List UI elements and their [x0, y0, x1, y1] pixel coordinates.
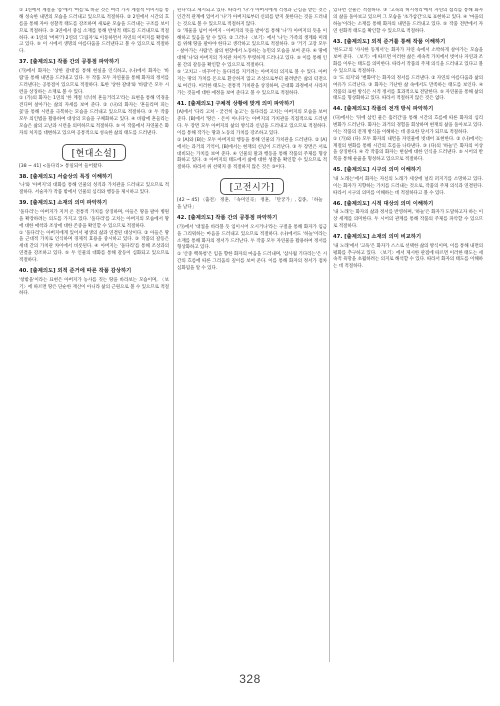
explanation-paragraph: '나'와 '아버지'의 대화를 통해 인물의 성격과 가치관을 드러내고 있으므로 적절하다. 서술자가 작품 밖에서 인물의 심리와 행동을 제시하고 있다. — [19, 183, 169, 196]
explanation-paragraph: (다)에서는 '뒤에 삼킨 물은 흘러간'을 통해 시간의 흐름에 따른 화자의 심리 변화가 드러난다. 화자는 과거의 경험을 회상하며 현재의 삶을 돌아보고 있다. 이는 작품의 전개 방식을 이해하는 데 중요한 단서가 되므로 적절하다. — [333, 116, 483, 135]
explanation-paragraph: '내 노래는'에서 화자는 자신의 노래가 세상에 널리 퍼지기를 소망하고 있다. 이는 화자가 지향하는 가치를 드러내는 것으로, 작품의 주제 의식과 연결된다. 따라서 시구의 의미를 이해하는 데 적절하다고 볼 수 있다. — [333, 176, 483, 196]
explanation-paragraph: '한도고'의 '사사한 동계서'는 화자가 자연 속에서 소박하게 살아가는 모습을 보여 준다. 〈보기〉에 따르면 이러한 삶은 세속적 가치에서 벗어나 자연과 조화를 이루는 태도를 의미한다. 따라서 작품의 주제 의식을 드러내고 있다고 볼 수 있으므로 적절하다. — [333, 48, 483, 74]
explanation-paragraph: ① '산중 백목청'은 임을 향한 화자의 마음을 드러내며, '삼사월 기다리는'은 시간의 흐름에 따른 그리움의 깊이를 보여 준다. 이를 통해 화자의 정서가 점차 심화됨을 알 수 있다. — [177, 252, 327, 272]
explanation-paragraph: ① (가)와 (다) 모두 화자의 내면을 자연물에 빗대어 표현한다. ② (나)에서는 계절의 변화를 통해 시간의 흐름을 나타낸다. ③ (다)의 '하늘'은 화자의 이상을 상징한다. ④ 각 작품의 화자는 현실에 대한 인식을 드러낸다. ⑤ 시어의 반복을 통해 운율을 형성하고 있으므로 적절하다. — [333, 136, 483, 163]
explanation-paragraph: '창밖을'이라는 표현은 아버지가 농사를 짓는 땅을 바라보는 모습이며, 〈보기〉에 따르면 땅은 단순한 재산이 아니라 삶의 근원으로 볼 수 있으므로 적절하다. — [19, 277, 169, 297]
explanation-paragraph: '내 노래'에서 '고독'은 화자가 스스로 선택한 삶의 방식이며, 이를 통해 내면의 평화를 추구하고 있다. 〈보기〉에서 제시한 관점에 따르면 이러한 태도는 세속적 욕망을 초월하려는 의지로 해석할 수 있다. 따라서 화자의 태도를 이해하는 데 적절하다. — [333, 243, 483, 270]
question-heading: 47. [출제의도] 소재의 의미 비교하기 — [333, 233, 422, 240]
question-heading: 45. [출제의도] 시구의 의미 이해하기 — [333, 167, 422, 174]
question-heading: 44. [출제의도] 작품의 전개 방식 파악하기 — [333, 106, 434, 113]
column-divider-1 — [173, 10, 174, 662]
question-heading: 39. [출제의도] 소재의 의미 파악하기 — [19, 200, 108, 207]
section-title: [고전시가] — [220, 178, 284, 195]
explanation-paragraph: '돌다리'는 아버지가 지켜 온 전통적 가치를 상징하며, 아들은 땅을 팔아 병원을 확장하려는 의도를 가지고 있다. '돌다리'를 고치는 아버지의 모습에서 땅에 대한 애착과 조상에 대한 존중을 확인할 수 있으므로 적절하다. — [19, 209, 169, 229]
section-title: [현대소설] — [62, 144, 126, 161]
explanation-paragraph: 된다'라고 제시되고 있다. 따라서 '나'가 아버지에게 걱정과 근심을 받는 것은 인간적 관계에 있어서 '나'가 아버지로부터 신뢰를 받지 못한다는 것을 드러내는 것으로 볼 수 있으므로 적절하지 않다. — [177, 8, 327, 27]
explanation-paragraph: '내 노래'는 화자의 삶과 정서를 반영하며, '하늘'은 화자가 도달하고자 하는 이상 세계를 의미한다. 두 시어의 관계를 통해 작품의 주제를 파악할 수 있으므로 적절하다. — [333, 210, 483, 230]
explanation-paragraph: ① '개울을 넘어 아버지 - 아버지의 뜻을 받아'를 통해 '나'가 아버지의 뜻을 이해하고 있음을 알 수 있다. ② 그러나 〈보기〉에서 '나'는 가족의 생계와 미래를 위해 땅을 팔아야 한다고 생각하고 있으므로 적절하다. ③ '거기 고장 모두 - 살아가는 사람'은 삶의 현장에서 노동하는 농민의 모습을 보여 준다. ④ 땅에 대해 '나'와 아버지의 가치관 차이가 뚜렷하게 드러나고 있다. ⑤ 이를 통해 인물 간의 갈등을 확인할 수 있으므로 적절하다. — [177, 28, 327, 69]
page-number: 328 — [239, 672, 261, 686]
explanation-paragraph: ① '돌다리'는 아버지에게 있어서 평생의 삶과 연결된 대상이다. ② 아들은 땅을 근대적 가치로 인식하며 경제적 효용을 중시하고 있다. ③ 작품의 갈등은 세대 간의 가치관 차이에서 비롯된다. ④ 아버지는 '돌다리'를 통해 조상과의 연결을 강조하고 있다. ⑤ 두 인물의 대화를 통해 갈등이 심화되고 있으므로 적절하다. — [19, 230, 169, 264]
explanation-paragraph: (가)에서 화자는 '상한 갈대'를 통해 현실을 인식하고, (나)에서 화자는 '바람'을 통해 내면을 드러내고 있다. 두 작품 모두 자연물을 통해 화자의 정서를 드러낸다는 공통점이 있으므로 적절하다. 또한 '상한 갈대'와 '바람'은 모두 시련을 상징하는 소재로 볼 수 있다. — [19, 68, 169, 95]
explanation-paragraph: ⑤ '고치고 - 바꾸어'는 돌다리를 지키려는 아버지의 의지로 볼 수 있다. 아버지는 땅의 가치를 돈으로 환산하지 않고 조상으로부터 물려받은 삶의 터전으로 여긴다. 이러한 태도는 전통적 가치관을 상징하며, 근대화 과정에서 사라져 가는 것들에 대한 애정을 보여 준다고 볼 수 있으므로 적절하다. — [177, 70, 327, 96]
explanation-paragraph: 있다면 산물은 적절하다. ③ '고독의 허시정리'에서 자연의 섭리를 통해 화자의 삶을 돌아보고 있으며 그 모습을 '초가삼간'으로 표현하고 있다. ④ '마을의 하늘'이라는 소재를 통해 화자의 내면을 드러내고 있다. ⑤ 작품 전반에서 자연 친화적 태도를 확인할 수 있으므로 적절하다. — [333, 8, 483, 34]
question-heading: 46. [출제의도] 시적 대상의 의미 이해하기 — [333, 200, 434, 207]
explanation-paragraph: (가)에서 '대궐을 바라볼 듯 임이시어 오시거나'라는 구절을 통해 화자가 임금을 그리워하는 마음을 드러내고 있으므로 적절하다. (나)에서도 '하늘'이라는 소재를 통해 화자의 정서가 드러난다. 두 작품 모두 자연물을 활용하여 정서를 형상화하고 있다. — [177, 224, 327, 251]
explanation-paragraph: ① (가)의 화자는 1연의 '한 계절 넉넉히 흔들거리고'라는 표현을 통해 역경을 견디며 살아가는 삶의 자세를 보여 준다. ② (나)의 화자는 '흔들리며 피는 꽃'을 통해 시련을 극복하는 모습을 드러내고 있으므로 적절하다. ③ 두 작품 모두 의인법을 활용하여 대상의 모습을 구체화하고 있다. ④ 바람에 흔들리는 모습은 삶의 고난과 시련을 의미하므로 적절하다. ⑤ 이 작품에서 자연물은 화자의 처지를 대변하고 있으며 공통적으로 성숙한 삶의 태도를 드러낸다. — [19, 96, 169, 136]
column-left — [19, 8, 169, 666]
explanation-paragraph: [A]에서 '다리 고쳐 - 굳건히 놓고'는 돌다리를 고치는 아버지의 모습을 보여 준다. [B]에서 '땅은 - 돈이 아니다'는 아버지의 가치관을 직접적으로 드러낸다. 두 장면 모두 아버지의 삶의 방식과 신념을 드러내고 있으므로 적절하다. 이를 통해 작가는 땅과 노동의 가치를 강조하고 있다. — [177, 110, 327, 136]
explanation-paragraph: ① [A]와 [B]는 모두 아버지의 행동을 통해 인물의 가치관을 드러낸다. ② [A]에서는 과거의 기억이, [B]에서는 현재의 신념이 드러난다. ③ 두 장면은 서로 대비되는 가치를 보여 준다. ④ 인물의 말과 행동을 통해 작품의 주제를 형상화하고 있다. ⑤ 아버지의 태도에서 삶에 대한 성찰을 확인할 수 있으므로 적절하다. 따라서 위 선택지 중 적절하지 않은 것은 ③이다. — [177, 137, 327, 171]
column-divider-2 — [329, 10, 330, 662]
column-right — [333, 8, 483, 666]
question-heading: 38. [출제의도] 서술상의 특징 이해하기 — [19, 173, 113, 180]
explanation-paragraph: ① 1연에서 계절을 '봄'에서 '여름'로 바꾼 것은 여러 가지 계절적 이미지를 통해 성숙한 내면의 모습을 드러내고 있으므로 적절하다. ② 2연에서 시간의 흐름을 통해 자아 성찰적 태도를 강조하며 새로운 모습을 드러내는 구조를 보이므로 적절하다. ③ 3연에서 중심 소재를 통해 반성적 태도를 드러내므로 적절하다. ④ 1연의 '버찌'가 2연의 '그림자'로 이동하면서 자연의 이미지를 확장하고 있다. ⑤ 이 시에서 생명의 아름다움을 드러낸다고 볼 수 있으므로 적절하다. — [19, 8, 169, 55]
source-note: [42 ~ 45] 〈출전〉 정훈, 「속미인곡」 정훈, 「탄궁가」, 김종, 「하늘을 날다」 — [177, 198, 323, 211]
question-heading: 37. [출제의도] 작품 간의 공통점 파악하기 — [19, 59, 120, 66]
source-note: [38 ~ 41] <돌다리> 통일되어 들어왔다. — [19, 163, 104, 169]
question-heading: 43. [출제의도] 외적 준거를 통해 작품 이해하기 — [333, 38, 446, 45]
column-middle — [177, 8, 327, 666]
question-heading: 41. [출제의도] 구체적 상황에 맞게 의미 파악하기 — [177, 100, 295, 107]
question-heading: 42. [출제의도] 작품 간의 공통점 파악하기 — [177, 215, 278, 222]
question-heading: 40. [출제의도] 외적 준거에 따른 작품 감상하기 — [19, 267, 132, 274]
explanation-paragraph: ① '도 의지'와 '변화미'는 화자의 정서를 드러낸다. ② 자연의 아름다움과 삶의 여유가 드러난다. ③ 화자는 가난한 삶 속에서도 만족하는 태도를 보인다. ④ 작품의 표현 방식은 시적 정서를 효과적으로 전달한다. ⑤ 자연물을 통해 삶의 태도를 형상화하고 있다. 따라서 적절하지 않은 것은 없다. — [333, 75, 483, 102]
